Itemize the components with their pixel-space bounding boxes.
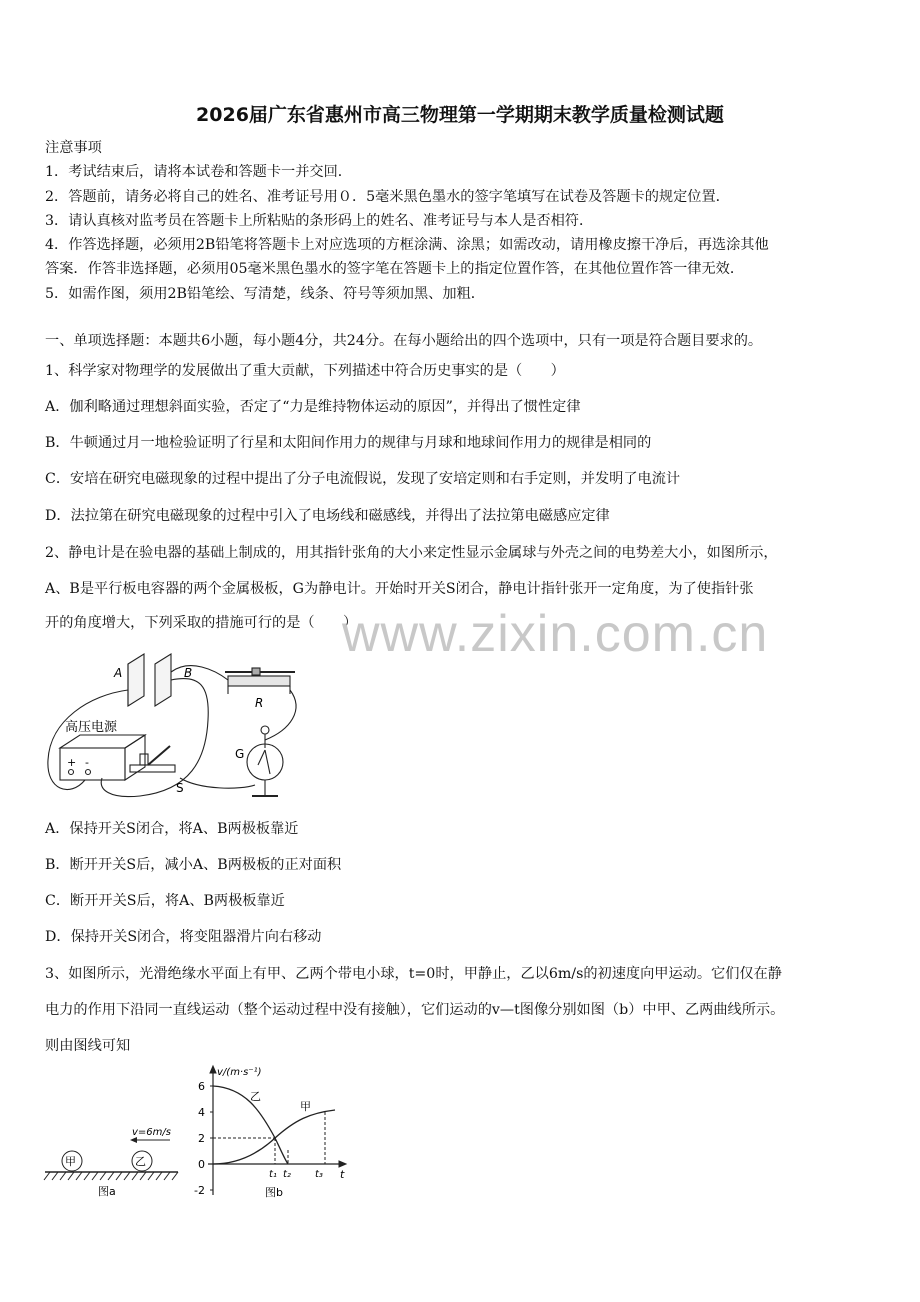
figure-b-caption: 图b <box>265 1186 283 1199</box>
q2-stem-line3: 开的角度增大，下列采取的措施可行的是（ ） <box>45 615 358 631</box>
q2-option-c: C．断开开关S后，将A、B两极板靠近 <box>45 893 285 909</box>
q2-option-a: A．保持开关S闭合，将A、B两极板靠近 <box>45 821 299 837</box>
q1-option-b: B．牛顿通过月一地检验证明了行星和太阳间作用力的规律与月球和地球间作用力的规律是相同的 <box>45 435 652 451</box>
curve-yi-label: 乙 <box>250 1090 261 1103</box>
y-tick-4: 4 <box>198 1106 205 1119</box>
velocity-label: v=6m/s <box>132 1127 171 1138</box>
minus-terminal-label: - <box>85 756 89 769</box>
section-heading: 一、单项选择题：本题共6小题，每小题4分，共24分。在每小题给出的四个选项中，只有一项是符合题目要求的。 <box>45 333 763 349</box>
vt-graph <box>190 1060 365 1200</box>
page-title: 2026届广东省惠州市高三物理第一学期期末教学质量检测试题 <box>196 104 724 126</box>
y-tick-6: 6 <box>198 1080 205 1093</box>
y-tick-0: 0 <box>198 1158 205 1171</box>
t3-label: t₃ <box>315 1169 323 1180</box>
y-tick-neg2: -2 <box>194 1184 205 1197</box>
q1-stem: 1、科学家对物理学的发展做出了重大贡献，下列描述中符合历史事实的是（ ） <box>45 363 565 379</box>
power-source-label: 高压电源 <box>65 720 118 735</box>
q2-stem-line2: A、B是平行板电容器的两个金属极板，G为静电计。开始时开关S闭合，静电计指针张开一定角度，为了使指针张 <box>45 581 754 597</box>
figure-a-caption: 图a <box>98 1185 116 1198</box>
notice-item: 2．答题前，请务必将自己的姓名、准考证号用０．5毫米黑色墨水的签字笔填写在试卷及答题卡的规定位置． <box>45 189 730 205</box>
ball-yi-label: 乙 <box>135 1155 146 1168</box>
notice-item: 3．请认真核对监考员在答题卡上所粘贴的条形码上的姓名、准考证号与本人是否相符． <box>45 213 594 229</box>
q2-option-d: D．保持开关S闭合，将变阻器滑片向右移动 <box>45 929 322 945</box>
meter-label: G <box>235 747 245 761</box>
plate-b-label: B <box>184 666 193 680</box>
plate-a-label: A <box>114 666 123 680</box>
notice-item: 答案．作答非选择题，必须用05毫米黑色墨水的签字笔在答题卡上的指定位置作答，在其他位置作答一律无效． <box>45 261 745 277</box>
watermark: www.zixin.com.cn <box>342 605 769 663</box>
q1-option-c: C．安培在研究电磁现象的过程中提出了分子电流假说，发现了安培定则和右手定则，并发明了电流计 <box>45 471 681 487</box>
q3-stem-line2: 电力的作用下沿同一直线运动（整个运动过程中没有接触），它们运动的v—t图像分别如图（b）中甲、乙两曲线所示。 <box>45 1002 785 1018</box>
q1-option-a: A．伽利略通过理想斜面实验，否定了“力是维持物体运动的原因”，并得出了惯性定律 <box>45 399 581 415</box>
y-axis-label: v/(m·s⁻¹) <box>217 1067 262 1078</box>
ball-jia-label: 甲 <box>65 1155 76 1168</box>
x-axis-label: t <box>340 1168 345 1181</box>
q2-option-b: B．断开开关S后，减小A、B两极板的正对面积 <box>45 857 342 873</box>
notice-item: 5．如需作图，须用2B铅笔绘、写清楚，线条、符号等须加黑、加粗． <box>45 286 485 302</box>
notice-item: 4．作答选择题，必须用2B铅笔将答题卡上对应选项的方框涂满、涂黑；如需改动，请用橡皮擦干净后，再选涂其他 <box>45 237 769 253</box>
capacitor-circuit-figure <box>40 650 310 805</box>
q2-stem-line1: 2、静电计是在验电器的基础上制成的，用其指针张角的大小来定性显示金属球与外壳之间的电势差大小，如图所示， <box>45 545 778 561</box>
plus-terminal-label: + <box>67 756 77 769</box>
y-tick-2: 2 <box>198 1132 205 1145</box>
figure-a <box>40 1115 190 1205</box>
notice-heading: 注意事项 <box>45 140 102 156</box>
curve-jia-label: 甲 <box>300 1100 311 1113</box>
q1-option-d: D．法拉第在研究电磁现象的过程中引入了电场线和磁感线，并得出了法拉第电磁感应定律 <box>45 508 610 524</box>
t2-label: t₂ <box>283 1169 291 1180</box>
q3-stem-line1: 3、如图所示，光滑绝缘水平面上有甲、乙两个带电小球，t=0时，甲静止，乙以6m/s的初速度向甲运动。它们仅在静 <box>45 966 782 982</box>
notice-item: 1．考试结束后，请将本试卷和答题卡一并交回． <box>45 164 352 180</box>
switch-label: S <box>176 781 184 795</box>
q3-stem-line3: 则由图线可知 <box>45 1038 131 1054</box>
resistor-label: R <box>255 696 264 710</box>
t1-label: t₁ <box>269 1169 277 1180</box>
